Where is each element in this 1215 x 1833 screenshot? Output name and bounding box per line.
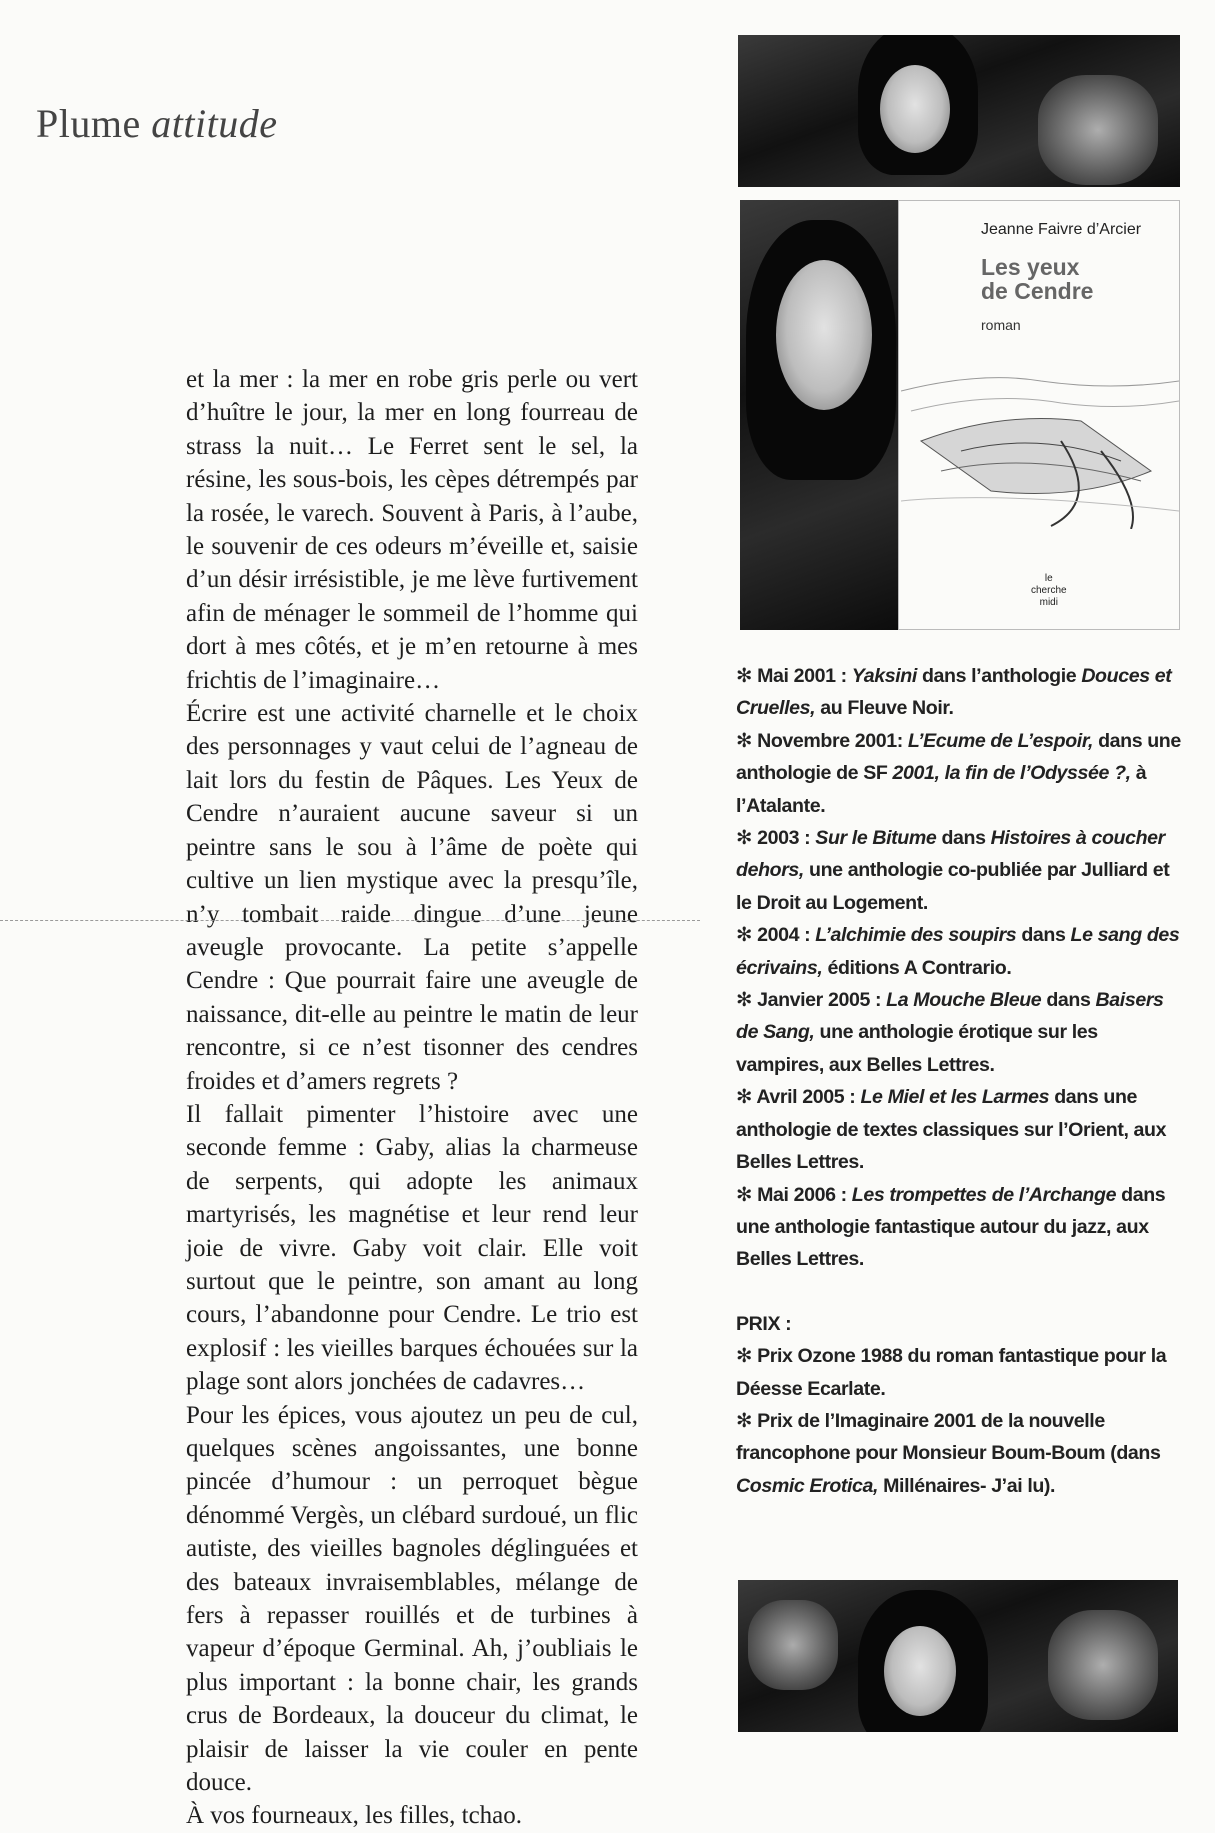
- prix-text: Prix de l’Imaginaire 2001 de la nouvelle francophone pour Monsieur Boum-Boum (dans: [736, 1409, 1161, 1465]
- paper-fold-line: [0, 920, 700, 921]
- item-anthology: Histoires à coucher dehors,: [736, 827, 1165, 882]
- cover-publisher: [1031, 573, 1067, 609]
- author-photo-bottom: [738, 1580, 1178, 1732]
- item-title: Le Miel et les Larmes: [860, 1086, 1050, 1109]
- cover-genre: roman: [981, 317, 1021, 333]
- asterisk-icon: ✻: [736, 729, 753, 752]
- item-title: Les trompettes de l’Archange: [851, 1183, 1117, 1206]
- item-title: Yaksini: [851, 665, 917, 687]
- item-text: dans: [1021, 924, 1066, 947]
- article-paragraph: Écrire est une activité charnelle et le choix des personnages y vaut celui de l’agneau de lait lors du festin de Pâques. Les Yeux de Cendre n’auraient aucune saveur si un peintre sans le sou à l’âme de poète qui cultive un lien mystique avec la presqu’île, n’y tombait raide dingue d’une jeune aveugle provocante. La petite s’appelle Cendre : Que pourrait faire une aveugle de naissance, dit-elle au peintre le matin de leur rencontre, si ce n’est tisonner des cendres froides et d’amers regrets ?: [186, 700, 638, 1095]
- item-text: dans l’anthologie: [921, 665, 1077, 687]
- bibliography-item: [736, 725, 1182, 822]
- cover-illustration: [901, 351, 1179, 529]
- column-header: [36, 100, 277, 147]
- bibliography-item: [736, 984, 1182, 1081]
- prix-heading: PRIX :: [736, 1312, 792, 1335]
- item-text: une anthologie co-publiée par Julliard et le Droit au Logement.: [736, 859, 1170, 914]
- item-text: au Fleuve Noir.: [820, 697, 954, 720]
- bibliography-item: [736, 1081, 1182, 1178]
- asterisk-icon: ✻: [736, 665, 753, 687]
- bibliography-item: [736, 822, 1182, 919]
- photo-foliage: [1048, 1610, 1158, 1720]
- publisher-line: le: [1044, 573, 1053, 584]
- prix-text: Prix Ozone 1988 du roman fantastique pour la Déesse Ecarlate.: [736, 1345, 1167, 1400]
- asterisk-icon: ✻: [736, 1345, 753, 1368]
- cover-author: Jeanne Faivre d’Arcier: [981, 221, 1142, 238]
- item-title: L’alchimie des soupirs: [815, 924, 1017, 947]
- photo-face: [776, 260, 872, 410]
- item-date: 2004 :: [757, 924, 811, 947]
- bibliography-item: [736, 660, 1182, 725]
- item-title: Sur le Bitume: [815, 827, 937, 850]
- photo-foliage: [1038, 75, 1158, 185]
- photo-face: [884, 1626, 956, 1716]
- item-anthology: Douces et Cruelles,: [736, 665, 1172, 720]
- item-text: dans: [1046, 989, 1091, 1012]
- asterisk-icon: ✻: [736, 1183, 753, 1206]
- cover-title: [981, 255, 1093, 303]
- item-text: une anthologie érotique sur les vampires, aux Belles Lettres.: [736, 1021, 1098, 1076]
- item-anthology: 2001, la fin de l’Odyssée ?,: [892, 762, 1131, 785]
- prix-item: [736, 1340, 1182, 1405]
- item-date: Novembre 2001:: [757, 729, 903, 752]
- photo-face: [880, 65, 950, 153]
- item-title: La Mouche Bleue: [886, 989, 1042, 1012]
- item-text: dans une anthologie de SF: [736, 729, 1181, 785]
- prix-text: Millénaires- J’ai lu).: [883, 1474, 1056, 1497]
- item-date: Mai 2001 :: [757, 665, 847, 687]
- header-word-attitude: attitude: [151, 101, 278, 146]
- publisher-line: cherche: [1031, 585, 1067, 596]
- prix-anthology: Cosmic Erotica,: [736, 1474, 879, 1497]
- article-paragraph: Il fallait pimenter l’histoire avec une seconde femme : Gaby, alias la charmeuse de serpents, qui adopte les animaux martyrisés, les magnétise et leur rend leur joie de vivre. Gaby voit clair. Elle voit surtout que le peintre, son amant au long cours, l’abandonne pour Cendre. Le trio est explosif : les vieilles barques échouées sur la plage sont alors jonchées de cadavres…: [186, 1100, 638, 1396]
- article-paragraph: À vos fourneaux, les filles, tchao.: [186, 1802, 523, 1830]
- asterisk-icon: ✻: [736, 827, 753, 850]
- book-cover: [898, 200, 1180, 630]
- author-photo-top: [738, 35, 1180, 187]
- item-date: Mai 2006 :: [757, 1183, 847, 1206]
- bibliography-item: [736, 919, 1182, 984]
- item-text: dans: [941, 827, 986, 850]
- article-paragraph: Pour les épices, vous ajoutez un peu de cul, quelques scènes angoissantes, une bonne pincée d’humour : un perroquet bègue dénommé Vergès, un clébard surdoué, un flic autiste, des vieilles bagnoles déglinguées et des bateaux invraisemblables, mélange de fers à repasser rouillés et de turbines à vapeur d’époque Germinal. Ah, j’oubliais le plus important : la bonne chair, les grands crus de Bordeaux, la douceur du climat, le plaisir de laisser la vie couler en pente douce.: [186, 1401, 638, 1797]
- item-date: Avril 2005 :: [756, 1086, 856, 1109]
- item-text: dans une anthologie de textes classiques sur l’Orient, aux Belles Lettres.: [736, 1086, 1167, 1174]
- asterisk-icon: ✻: [736, 924, 753, 947]
- item-text: dans une anthologie fantastique autour du jazz, aux Belles Lettres.: [736, 1183, 1166, 1271]
- bibliography-item: [736, 1179, 1182, 1276]
- header-word-plume: Plume: [36, 101, 141, 146]
- publisher-line: midi: [1039, 597, 1058, 608]
- item-anthology: Baisers de Sang,: [736, 989, 1164, 1044]
- item-text: à l’Atalante.: [736, 762, 1147, 817]
- item-date: 2003 :: [757, 827, 811, 850]
- prix-item: [736, 1405, 1182, 1502]
- asterisk-icon: ✻: [736, 989, 753, 1012]
- cover-title-line2: de Cendre: [981, 278, 1094, 304]
- item-date: Janvier 2005 :: [757, 989, 882, 1012]
- item-text: éditions A Contrario.: [827, 956, 1012, 979]
- asterisk-icon: ✻: [736, 1086, 753, 1109]
- photo-chair: [748, 1600, 838, 1690]
- bibliography-list: [736, 660, 1182, 1502]
- item-title: L’Ecume de L’espoir,: [907, 729, 1094, 752]
- author-portrait-photo: [740, 200, 898, 630]
- cover-title-line1: Les yeux: [981, 254, 1080, 280]
- item-anthology: Le sang des écrivains,: [736, 924, 1180, 979]
- article-paragraph: et la mer : la mer en robe gris perle ou vert d’huître le jour, la mer en long fourreau de strass la nuit… Le Ferret sent le sel, la résine, les sous-bois, les cèpes détrempés par la rosée, le varech. Souvent à Paris, à l’aube, le souvenir de ces odeurs m’éveille et, saisie d’un désir irrésistible, je me lève furtivement afin de ménager le sommeil de l’homme qui dort à mes côtés, et je m’en retourne à mes frichtis de l’imaginaire…: [186, 366, 638, 694]
- article-body: [186, 363, 638, 1833]
- asterisk-icon: ✻: [736, 1409, 753, 1432]
